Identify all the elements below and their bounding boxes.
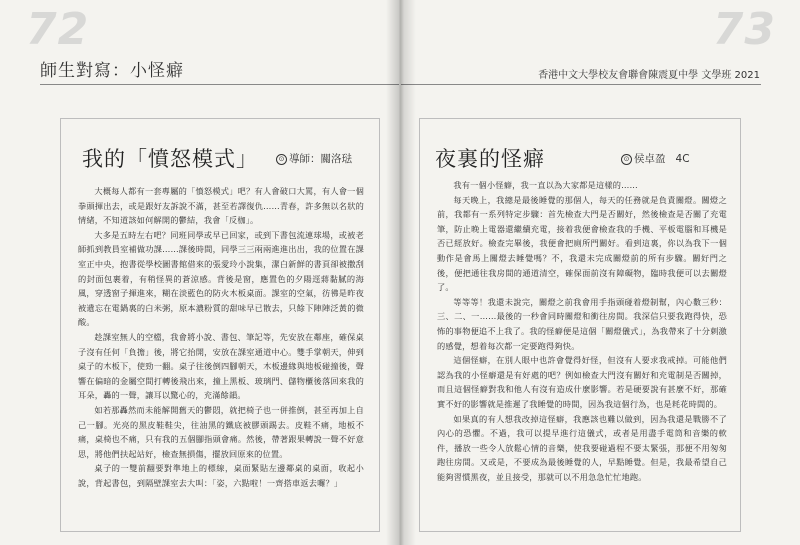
author-name: 侯卓盈 bbox=[634, 153, 666, 165]
paragraph: 大概每人都有一套專屬的「憤怒模式」吧？有人會破口大罵，有人會一個拳頭揮出去，或是跟好友訴說不滿，甚至若譯復仇……青春，許多無以名狀的情緒，不知道該如何解開的鬱結，我會「反枷」。 bbox=[78, 186, 364, 226]
paragraph: 如若那轟然而未能解開舊天的鬱悶，就把椅子也一併推倒，甚至再加上自己一腳。光亮的黑皮鞋鞋尖，往油黑的鐵底被膠頭踢去。皮鞋不痛，地板不痛，桌椅也不痛，只有我的五個腳指頭會痛。然後，帶著跟果轉說一聲不好意思，將他們扶起站好，檢查無損傷，擺放回原來的位置。 bbox=[78, 404, 364, 459]
left-article-title: 我的「憤怒模式」 bbox=[82, 147, 258, 171]
author-name: 關洛琺 bbox=[320, 153, 352, 165]
paragraph: 等等等！我還未說完，關燈之前我會用手指頭碰着燈制幫，內心數三秒：三、二、一……最後的一秒會同時關燈和衝往房間。我深信只要我跑得快，恐怖的事物便追不上我了。我的怪癖便是這個「關燈儀式」，為我帶來了十分刺激的感覺，想着每次都一定要跑得夠快。 bbox=[437, 296, 727, 351]
paragraph: 大多是五時左右吧？同班同學或早已回家，或到下書包流連球場，或被老師抓到教員室補做功課……課後時間，同學三三兩兩進進出出，我的位置在課室正中央，抱書從學校圖書館借來的張愛玲小說集，潔白新鮮的書頁卻被撒刮的封面包裹着，有稍怪異的蒼涼感。背後是窗，應置色的夕陽逕蔣黏膩的海風，穿透窗子揮進來，糊在淡藍色的防火木板桌面。課室的空氣，彷彿是昨夜被遺忘在電鍋裏的白米粥，原本濃粉質的甜味早已散去，只餘下陣陣泛黃的微酸。 bbox=[78, 229, 364, 328]
right-article-title: 夜裏的怪癖 bbox=[435, 147, 545, 171]
left-page-number: 72 bbox=[26, 4, 90, 55]
section-title: 師生對寫：小怪癖 bbox=[40, 61, 184, 81]
author-circle-icon: ⊙ bbox=[276, 154, 287, 165]
left-article-author bbox=[276, 151, 352, 166]
paragraph: 我有一個小怪癖，我一直以為大家都是這樣的…… bbox=[453, 180, 638, 190]
right-page bbox=[401, 0, 800, 545]
school-header: 香港中文大學校友會聯會陳震夏中學 文學班 2021 bbox=[538, 70, 760, 81]
right-article-body bbox=[437, 178, 727, 484]
header-rule-right bbox=[401, 84, 761, 85]
paragraph: 這個怪癖，在別人眼中也許會覺得好怪，但沒有人要求我戒掉。可能他們認為我的小怪癖還是有好處的吧？例如檢查大門沒有關好和充電制是否關掉，而且這個怪癖對我和他人有沒有造成什麼影響。若是硬要說有甚麼不好，那確實不好的影響就是推遲了我睡覺的時間，因為我這個行為，也是耗花時間的。 bbox=[437, 355, 727, 409]
paragraph: 如果真的有人想我改掉這怪癖，我應該也難以做到，因為我還是戰勝不了內心的恐懼。不過，我可以提早進行這儀式，或者是用盡手電筒和音樂的軟件，播放一些令人放鬆心情的音樂，使我要碰過程不要太緊張，那便不用匆匆跑往房間。又或是，不要成為最後睡覺的人，早點睡覺。但是，我最希望自己能夠習慣黑夜，並且接受，那就可以不用急急忙忙地跑。 bbox=[437, 413, 727, 482]
author-role: 導師： bbox=[289, 153, 321, 165]
paragraph: 桌子的一雙前翻要對準地上的標線，桌面緊貼左邊鄰桌的桌面，收起小說，背起書包，到隔壁課室去大叫：「姿，六點啦！一齊搭車返去囉？」 bbox=[78, 463, 364, 488]
paragraph: 趁課室無人的空檔，我會將小說、書包、筆記等，先安放在鄰座，確保桌子沒有任何「負擔」後，將它抬開，安放在課室通道中心。雙手掌朝天，伸到桌子的木板下，使勁一翻。桌子往後倒四腳朝天，木板邊緣與地板碰撞後，聲響在偏暗的金屬空間打轉後飛出來，撞上黑板、玻璃門、儲物櫃後落回來我的耳朵，轟的一聲，讓耳以驚心的，充滿餘韻。 bbox=[78, 331, 364, 401]
author-circle-icon: ⊙ bbox=[621, 154, 632, 165]
right-page-number: 73 bbox=[712, 4, 776, 55]
header-rule-left bbox=[40, 84, 399, 85]
right-article-author bbox=[621, 151, 690, 166]
left-page bbox=[0, 0, 399, 545]
left-article-body bbox=[78, 184, 364, 490]
book-gutter bbox=[386, 0, 416, 545]
author-class: 4C bbox=[675, 153, 690, 165]
paragraph: 每天晚上，我總是最後睡覺的那個人，每天的任務就是負責關燈。關燈之前，我都有一系列特定步驟：首先檢查大門是否關好，然後檢查是否關了充電筆，防止晚上電器還繼續充電，接着我便會檢查我的手機、平板電腦和耳機是否已經放好。檢查完畢後，我便會把廁所門關好。看到這裏，你以為我下一個動作是會馬上關燈去睡覺嗎？不，我還未完成關燈前的所有步驟。關好門之後，便把通往我房間的通道清空，確保面前沒有障礙物，臨時我便可以去關燈了。 bbox=[437, 194, 727, 293]
